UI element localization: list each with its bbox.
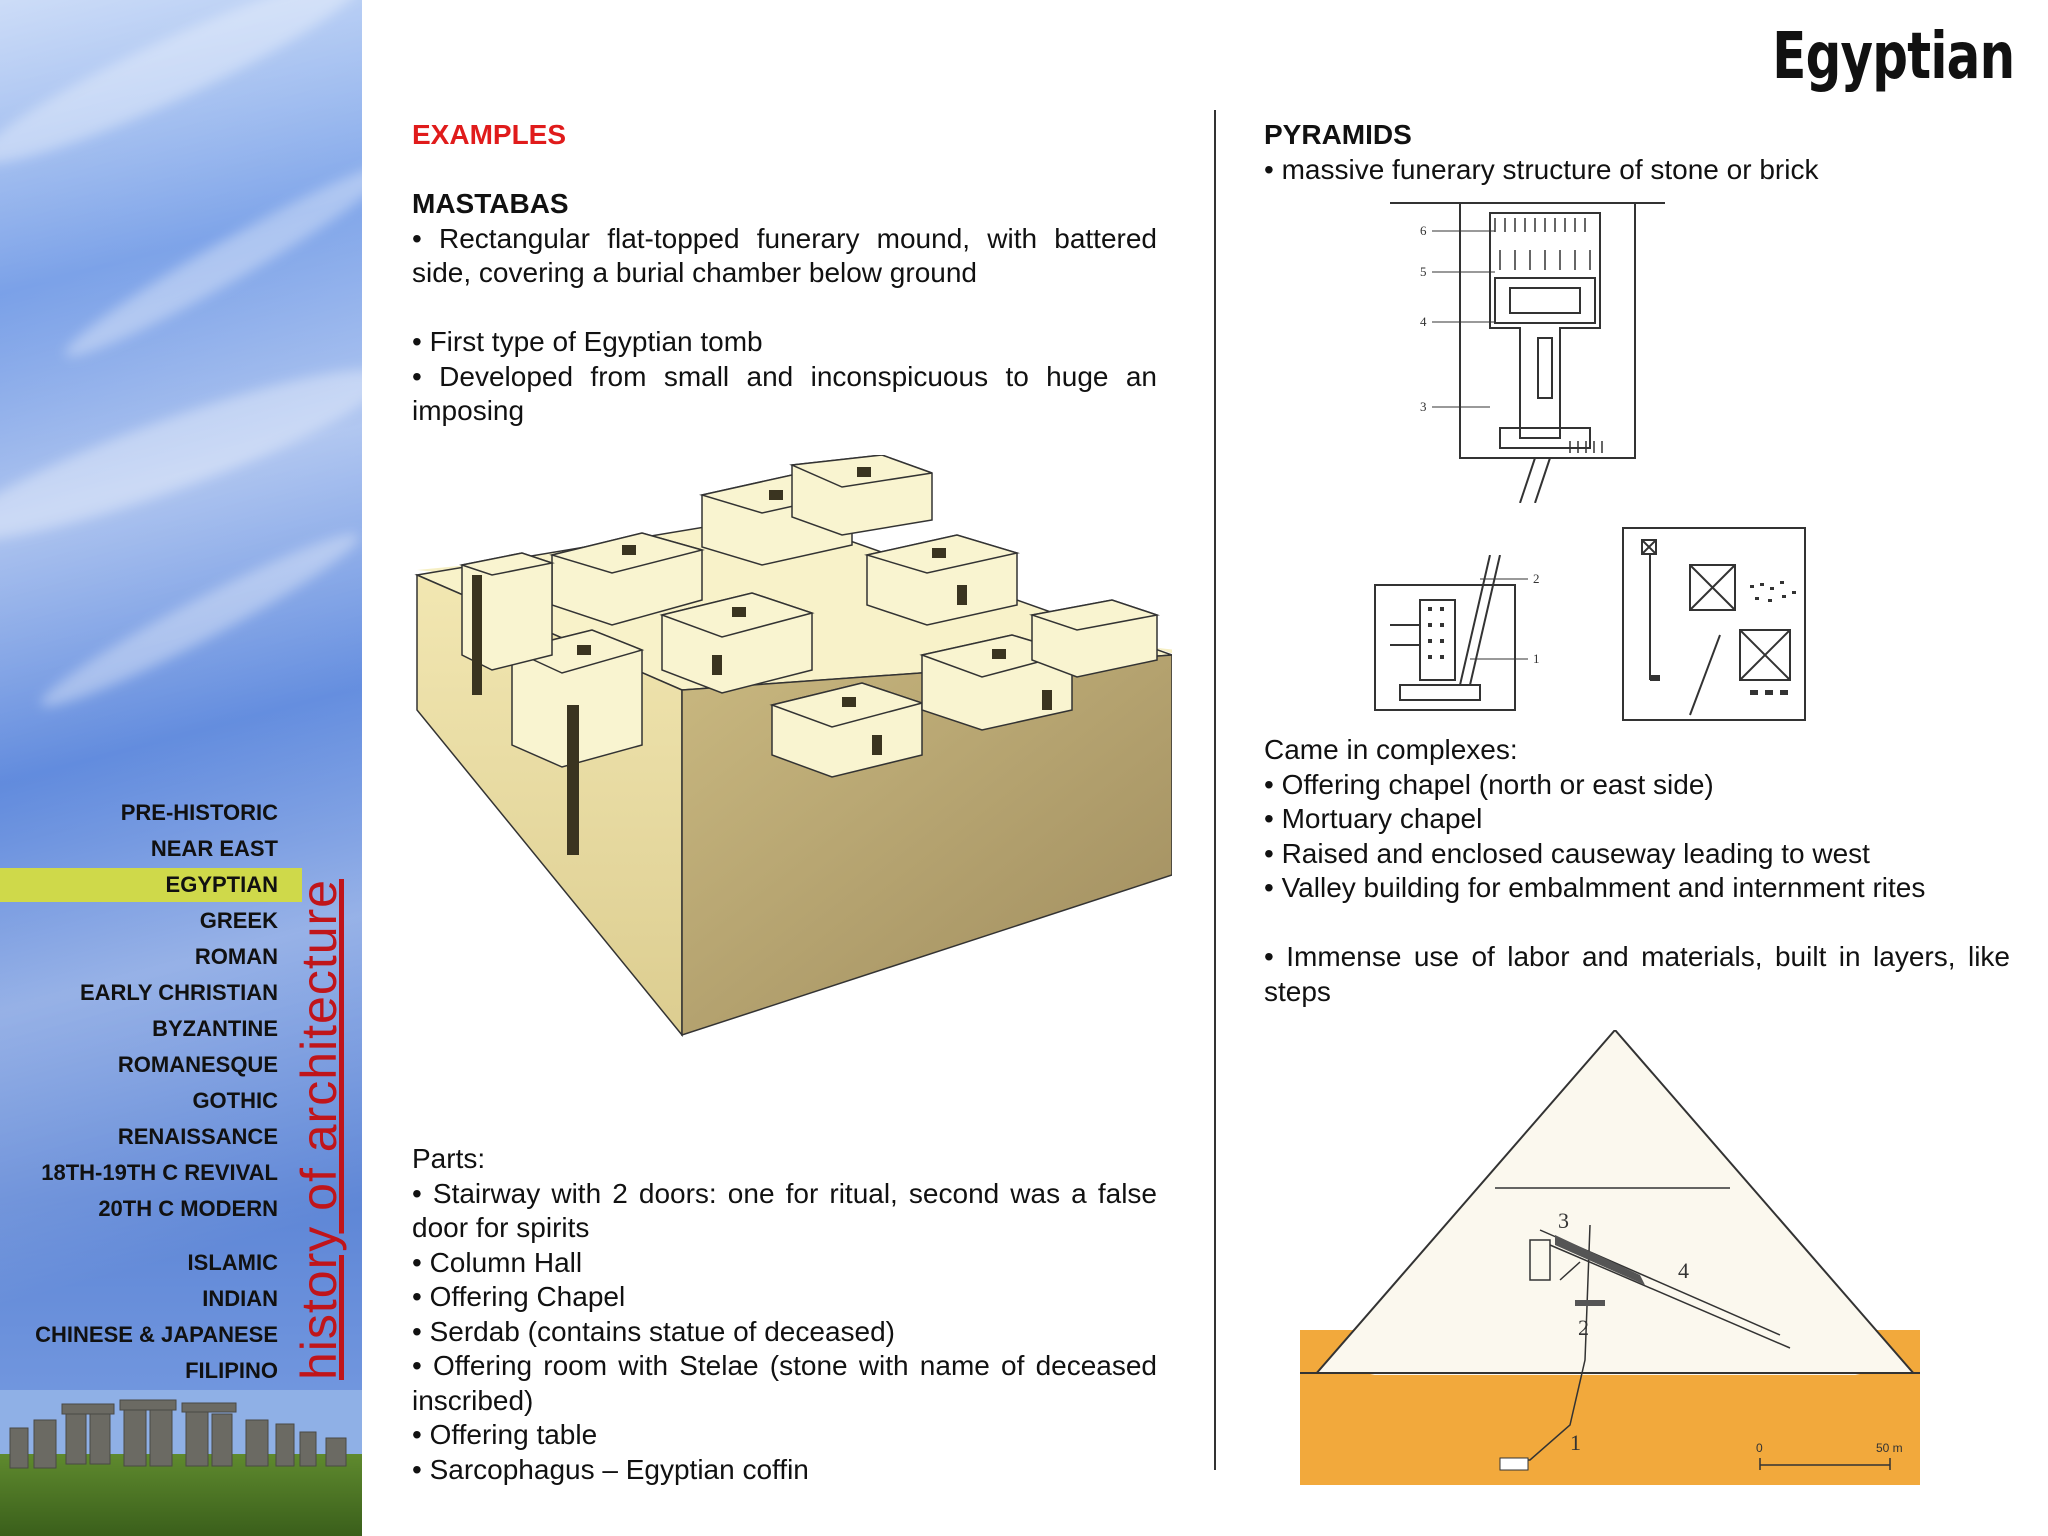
sky-streak (32, 518, 369, 722)
nav-item-islamic[interactable]: ISLAMIC (187, 1250, 278, 1275)
parts-item: • Offering room with Stelae (stone with name of deceased inscribed) (412, 1350, 1157, 1416)
mastabas-developed: • Developed from small and inconspicuous to huge an imposing (412, 360, 1157, 426)
nav-spacer (35, 1227, 284, 1245)
mortuary-temple-plan (1390, 198, 1670, 503)
column-divider (1214, 110, 1216, 1470)
spacer (1264, 906, 2010, 941)
parts-item: • Stairway with 2 doors: one for ritual, second was a false door for spirits (412, 1177, 1157, 1243)
mastaba-cemetery-illustration (412, 455, 1172, 1055)
nav-item-romanesque[interactable]: ROMANESQUE (117, 1052, 278, 1077)
pyramids-labor: • Immense use of labor and materials, built in layers, like steps (1264, 941, 2010, 1007)
pyramids-heading: PYRAMIDS (1264, 119, 1412, 150)
pyramids-column (1264, 118, 2010, 187)
section-label: 3 (1558, 1208, 1569, 1233)
nav-item-early-christian[interactable]: EARLY CHRISTIAN (79, 980, 278, 1005)
nav-item-revival[interactable]: 18TH-19TH C REVIVAL (41, 1160, 278, 1185)
nav-item-near-east[interactable]: NEAR EAST (150, 836, 278, 861)
sky-streak (0, 343, 398, 566)
stonehenge-photo (0, 1390, 362, 1536)
mastabas-column (412, 118, 1157, 429)
great-pyramid-section (1300, 1030, 1920, 1485)
examples-heading: EXAMPLES (412, 119, 567, 150)
nav-item-greek[interactable]: GREEK (199, 908, 278, 933)
spacer (412, 291, 1157, 326)
plan-label: 5 (1420, 264, 1427, 279)
plan-label: 4 (1420, 314, 1427, 329)
mastabas-heading: MASTABAS (412, 188, 569, 219)
complexes-section (1264, 733, 2010, 1009)
sky-streak (0, 0, 373, 186)
complexes-item: • Offering chapel (north or east side) (1264, 768, 1714, 800)
nav-item-roman[interactable]: ROMAN (194, 944, 278, 969)
pyramids-definition: • massive funerary structure of stone or brick (1264, 153, 1819, 185)
parts-section (412, 1142, 1157, 1487)
giza-site-plan (1620, 525, 1810, 725)
mastabas-description: • Rectangular flat-topped funerary mound, with battered side, covering a burial chamber below ground (412, 222, 1157, 288)
pyramid-complex-plan-small (1370, 555, 1570, 725)
nav-item-filipino[interactable]: FILIPINO (185, 1358, 278, 1383)
plan-label: 2 (1533, 571, 1540, 586)
parts-heading: Parts: (412, 1143, 486, 1174)
nav-item-modern[interactable]: 20TH C MODERN (98, 1196, 278, 1221)
nav-item-indian[interactable]: INDIAN (202, 1286, 278, 1311)
nav-item-renaissance[interactable]: RENAISSANCE (117, 1124, 278, 1149)
parts-item: • Sarcophagus – Egyptian coffin (412, 1453, 809, 1485)
parts-item: • Column Hall (412, 1246, 583, 1278)
nav-item-chinese-japanese[interactable]: CHINESE & JAPANESE (35, 1322, 278, 1347)
plan-label: 3 (1420, 399, 1427, 414)
scale-label: 0 (1756, 1441, 1763, 1455)
complexes-heading: Came in complexes: (1264, 734, 1518, 765)
mastabas-first-type: • First type of Egyptian tomb (412, 326, 763, 357)
complexes-item: • Raised and enclosed causeway leading to west (1264, 837, 1870, 869)
complexes-item: • Valley building for embalmment and internment rites (1264, 872, 1926, 903)
plan-label: 1 (1533, 651, 1540, 666)
sidebar-nav (35, 795, 284, 1389)
section-label: 4 (1678, 1258, 1689, 1283)
sidebar-vertical-title[interactable]: history of architecture (291, 879, 347, 1380)
plan-label: 6 (1420, 223, 1427, 238)
nav-item-egyptian[interactable]: EGYPTIAN (165, 872, 278, 897)
parts-item: • Offering Chapel (412, 1281, 626, 1312)
sky-streak (55, 148, 404, 373)
sidebar (0, 0, 362, 1536)
nav-item-pre-historic[interactable]: PRE-HISTORIC (120, 800, 278, 825)
nav-item-gothic[interactable]: GOTHIC (192, 1088, 278, 1113)
spacer (412, 153, 1157, 188)
nav-item-byzantine[interactable]: BYZANTINE (152, 1016, 278, 1041)
parts-item: • Serdab (contains statue of deceased) (412, 1315, 895, 1347)
scale-label: 50 m (1876, 1441, 1903, 1455)
complexes-item: • Mortuary chapel (1264, 803, 1483, 834)
parts-item: • Offering table (412, 1419, 598, 1450)
page-title: Egyptian (1771, 20, 2014, 94)
section-label: 2 (1578, 1315, 1589, 1340)
section-label: 1 (1570, 1430, 1581, 1455)
